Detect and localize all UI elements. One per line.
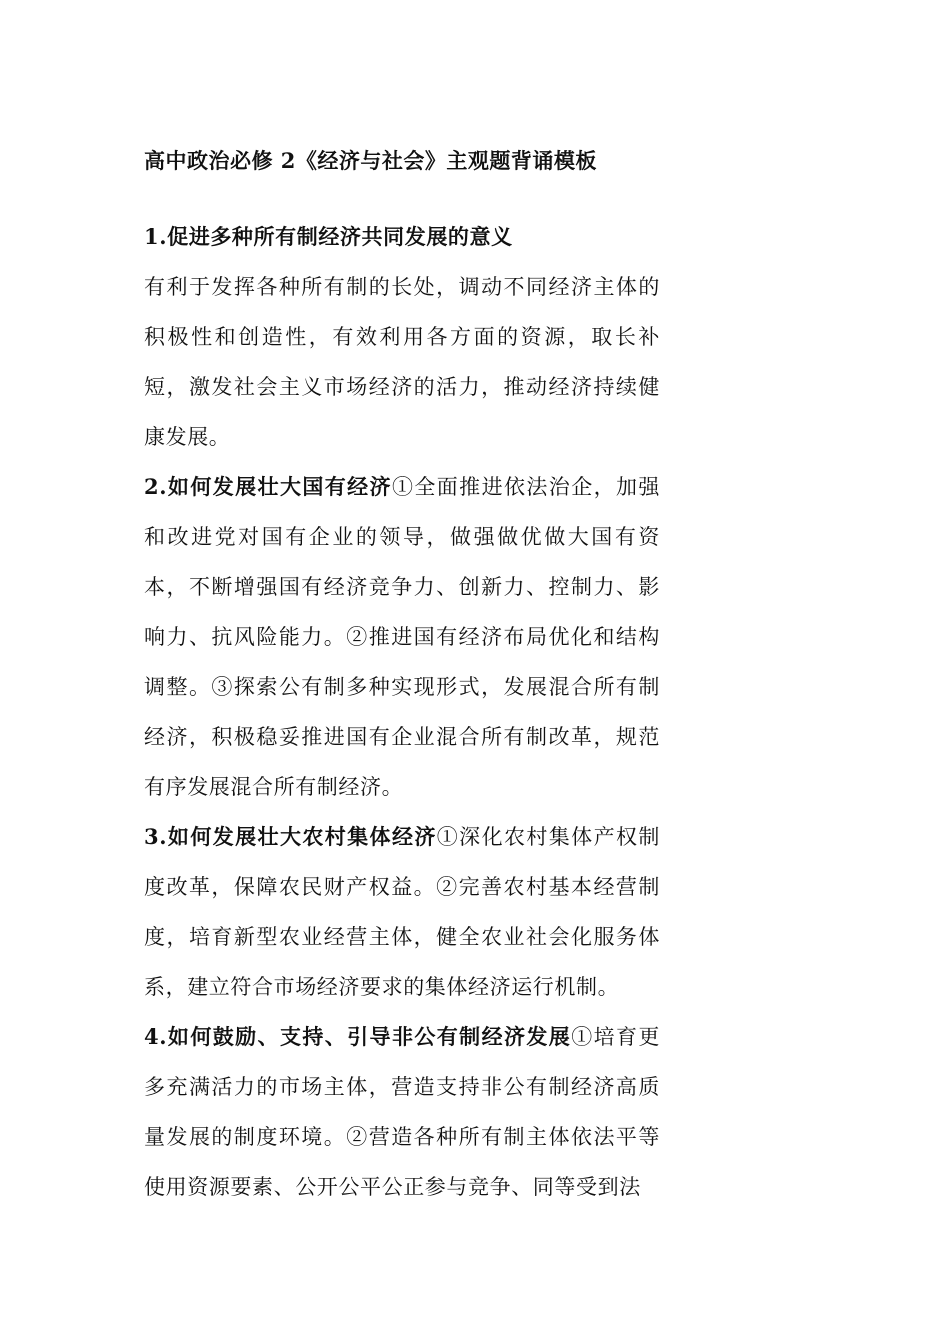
section-body: ①深化农村集体产权制度改革，保障农民财产权益。②完善农村基本经营制度，培育新型农业经营主体，健全农业社会化服务体系，建立符合市场经济要求的集体经济运行机制。 — [144, 825, 660, 999]
section-body: 有利于发挥各种所有制的长处，调动不同经济主体的积极性和创造性，有效利用各方面的资源，取长补短，激发社会主义市场经济的活力，推动经济持续健康发展。 — [144, 275, 660, 449]
section-heading: 1.促进多种所有制经济共同发展的意义 — [144, 224, 513, 249]
document-title: 高中政治必修 2《经济与社会》主观题背诵模板 — [144, 148, 597, 173]
section-4 — [144, 1012, 660, 1212]
section-body: ①全面推进依法治企，加强和改进党对国有企业的领导，做强做优做大国有资本，不断增强国有经济竞争力、创新力、控制力、影响力、抗风险能力。②推进国有经济布局优化和结构调整。③探索公有制多种实现形式，发展混合所有制经济，积极稳妥推进国有企业混合所有制改革，规范有序发展混合所有制经济。 — [144, 475, 661, 799]
section-3 — [144, 812, 660, 1012]
section-body: ①培育更多充满活力的市场主体，营造支持非公有制经济高质量发展的制度环境。②营造各种所有制主体依法平等使用资源要素、公开公平公正参与竞争、同等受到法 — [144, 1025, 660, 1199]
section-heading: 4.如何鼓励、支持、引导非公有制经济发展 — [144, 1024, 572, 1049]
section-1 — [144, 212, 660, 462]
document-content — [144, 212, 660, 1212]
section-heading: 2.如何发展壮大国有经济 — [144, 474, 392, 499]
section-heading: 3.如何发展壮大农村集体经济 — [144, 824, 437, 849]
section-2 — [144, 462, 660, 812]
